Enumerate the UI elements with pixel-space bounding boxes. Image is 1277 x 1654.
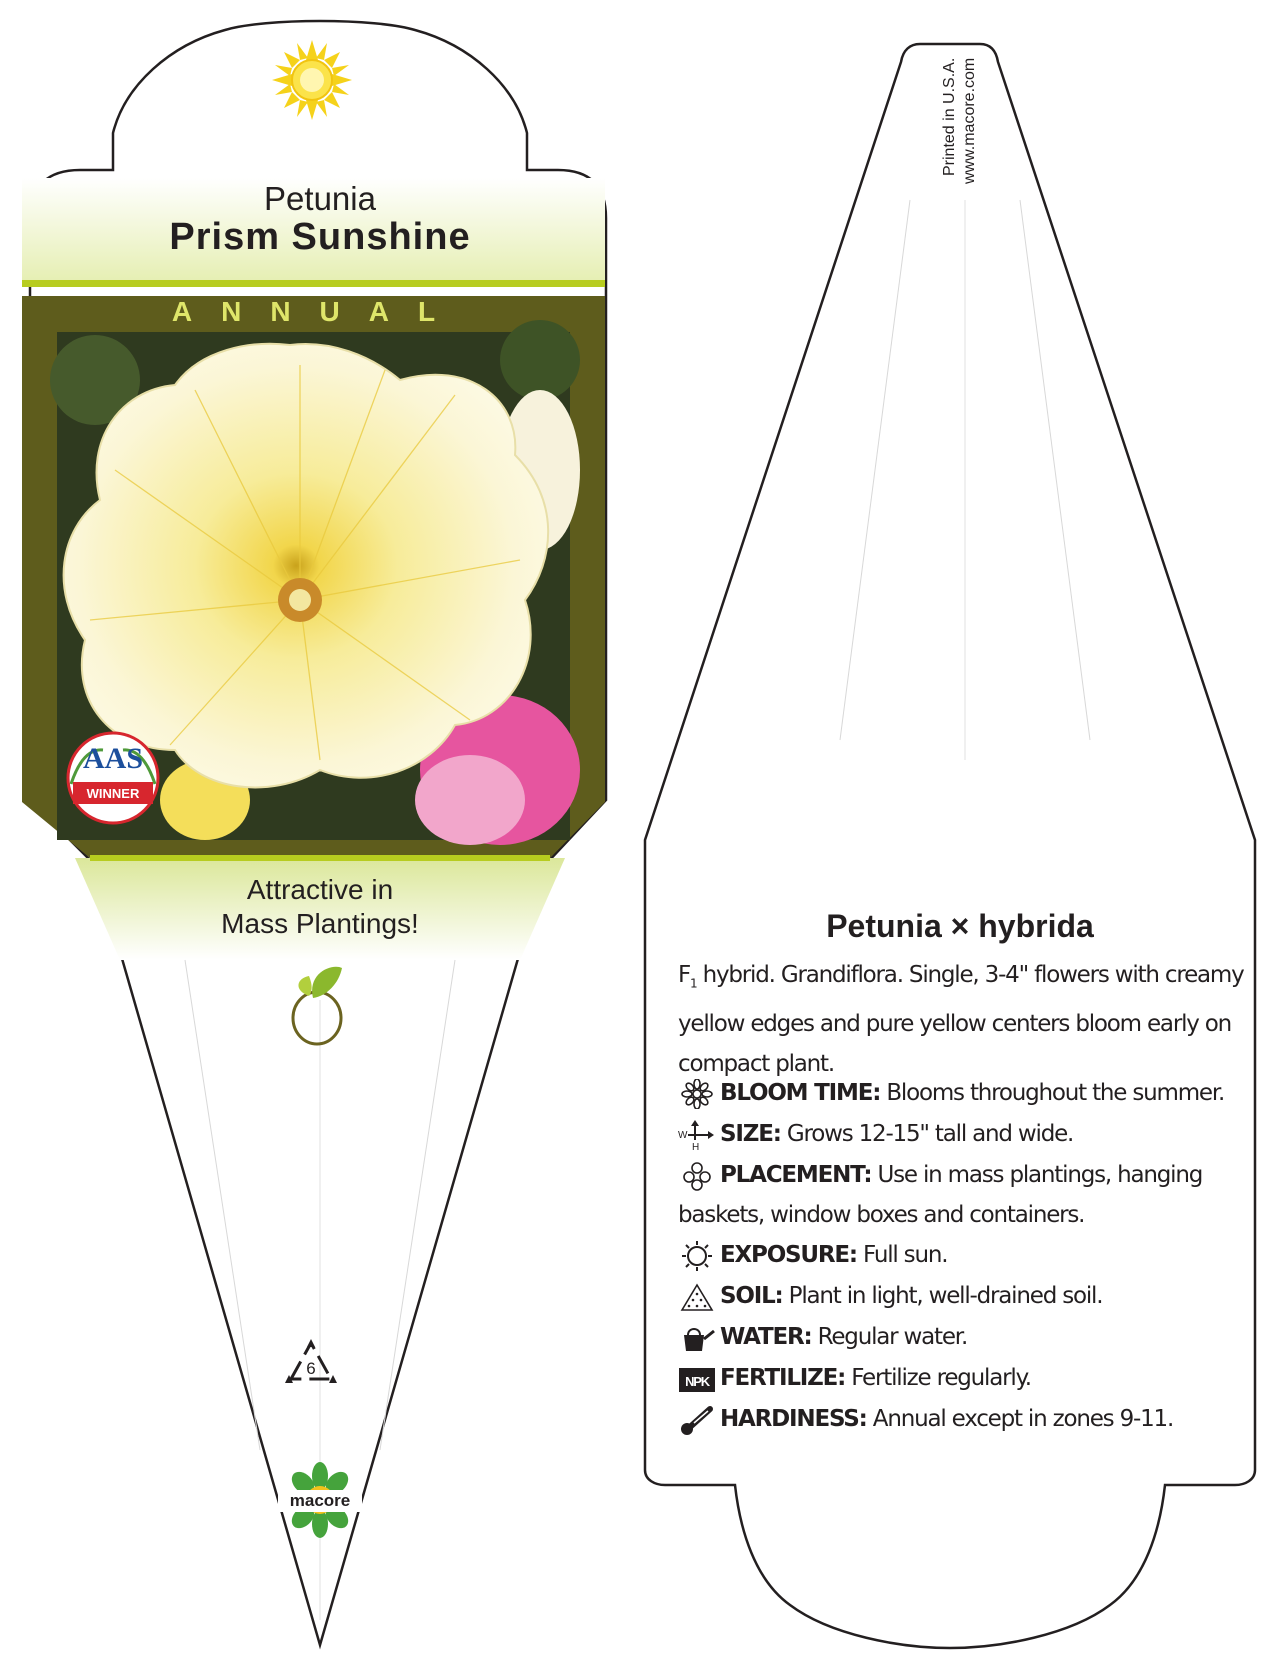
care-fertilize (678, 1358, 1258, 1398)
care-size (678, 1114, 1258, 1154)
npk-icon (678, 1364, 716, 1394)
care-text: Annual except in zones 9-11. (872, 1406, 1174, 1432)
npk-icon-text: NPK (685, 1373, 709, 1389)
care-placement (678, 1155, 1258, 1235)
description-subscript: 1 (690, 976, 697, 991)
website-text: www.macore.com (961, 58, 978, 185)
description (678, 955, 1258, 1084)
care-label: PLACEMENT: (720, 1162, 872, 1188)
flower-icon (678, 1079, 716, 1109)
watering-can-icon (678, 1323, 716, 1353)
sun-icon (272, 40, 352, 120)
size-icon-w: W (678, 1129, 687, 1141)
description-prefix: F (678, 962, 691, 988)
variety-name: Prism Sunshine (169, 216, 471, 258)
printed-in-text: Printed in U.S.A. (941, 58, 958, 177)
placement-icon (678, 1161, 716, 1191)
description-text: hybrid. Grandiflora. Single, 3-4" flowers with creamy yellow edges and pure yellow centers bloom early on compact plant. (678, 962, 1244, 1077)
care-text: Plant in light, well-drained soil. (788, 1283, 1103, 1309)
size-icon-h: H (692, 1141, 699, 1150)
tagline (150, 873, 490, 941)
care-label: SIZE: (720, 1121, 781, 1147)
care-exposure (678, 1235, 1258, 1275)
plant-category: ANNUAL (171, 296, 465, 327)
thermometer-icon (678, 1405, 716, 1435)
care-bloom-time (678, 1073, 1258, 1113)
care-label: WATER: (720, 1324, 812, 1350)
soil-icon (678, 1282, 716, 1312)
care-text: Full sun. (863, 1242, 948, 1268)
printed-info (940, 58, 980, 208)
recycle-code: 6 (306, 1359, 316, 1378)
care-text: Blooms throughout the summer. (886, 1080, 1225, 1106)
care-label: HARDINESS: (720, 1406, 867, 1432)
sun-icon (678, 1241, 716, 1271)
tagline-line-2: Mass Plantings! (221, 908, 419, 939)
care-text: Use in mass plantings, hanging baskets, window boxes and containers. (678, 1162, 1203, 1228)
badge-bottom-text: WINNER (86, 786, 140, 801)
care-text: Grows 12-15" tall and wide. (786, 1121, 1074, 1147)
care-text: Fertilize regularly. (851, 1365, 1031, 1391)
tagline-line-1: Attractive in (246, 874, 394, 905)
care-soil (678, 1276, 1258, 1316)
care-label: FERTILIZE: (720, 1365, 846, 1391)
care-label: EXPOSURE: (720, 1242, 857, 1268)
care-hardiness (678, 1399, 1258, 1439)
botanical-name: Petunia × hybrida (826, 908, 1094, 944)
size-icon (678, 1120, 716, 1150)
care-water (678, 1317, 1258, 1357)
common-name: Petunia (264, 180, 376, 217)
care-text: Regular water. (817, 1324, 968, 1350)
brand-name: macore (289, 1491, 351, 1510)
badge-top-text: AAS (82, 742, 143, 775)
care-label: SOIL: (720, 1283, 783, 1309)
care-label: BLOOM TIME: (720, 1080, 881, 1106)
